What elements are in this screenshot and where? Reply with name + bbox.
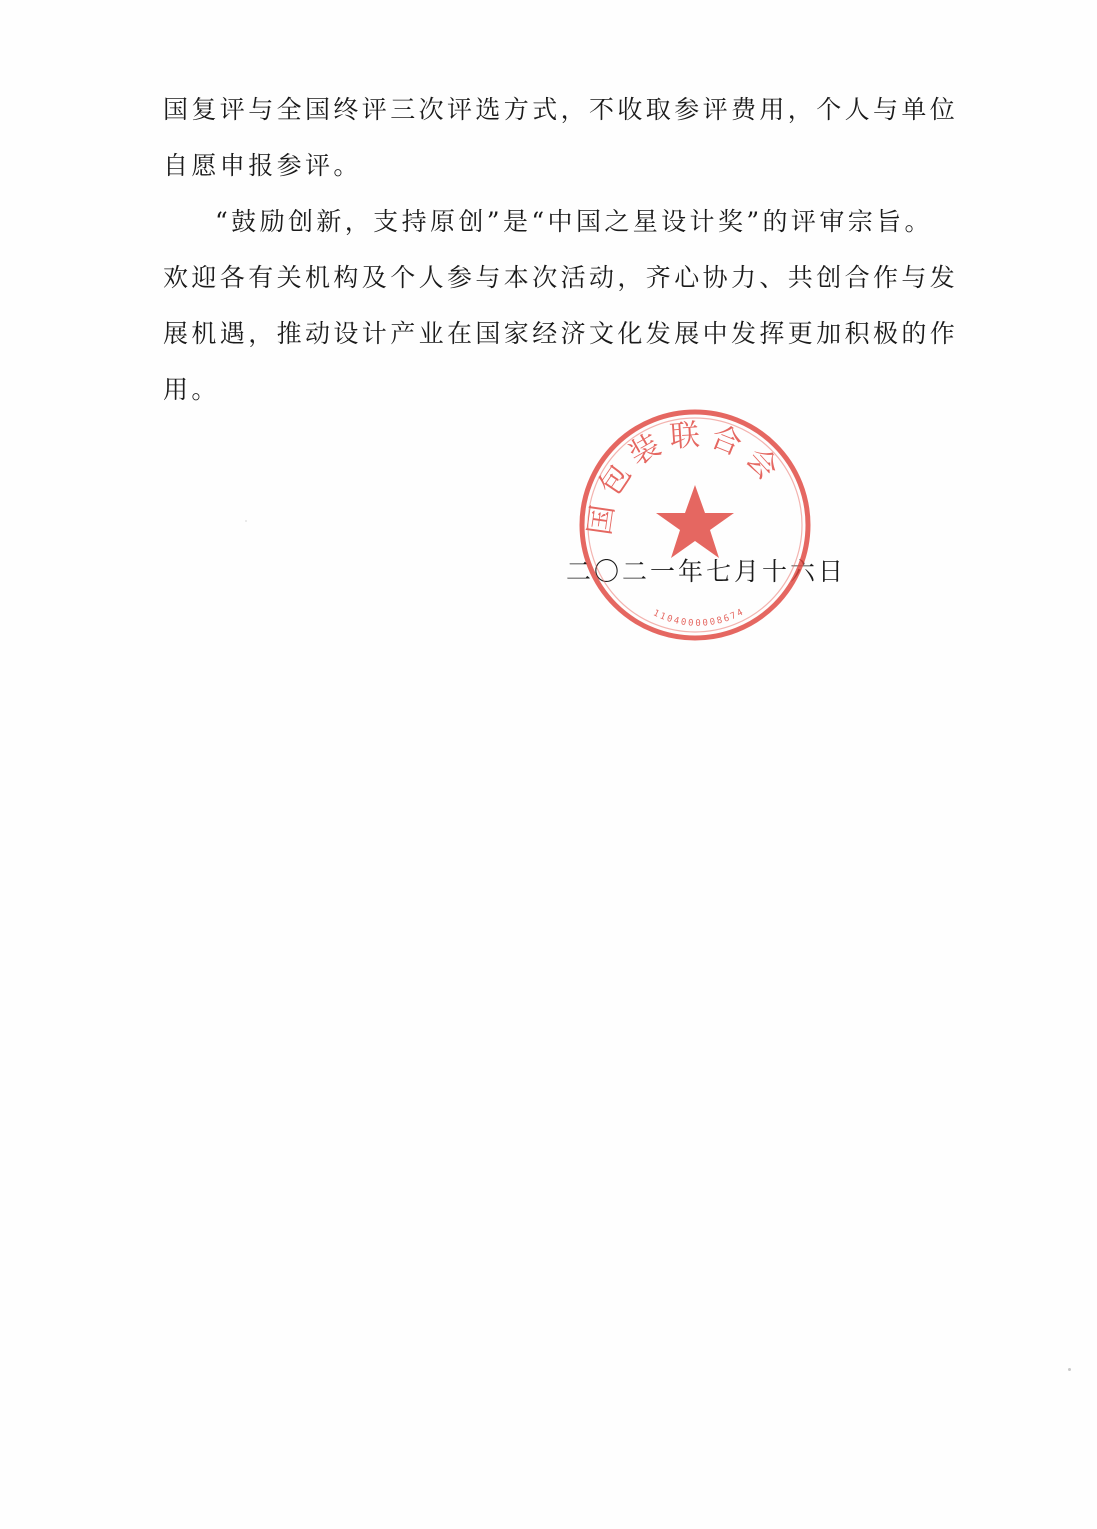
scan-speck <box>245 520 247 522</box>
text-line: “鼓励创新，支持原创”是“中国之星设计奖”的评审宗旨。 <box>215 207 933 236</box>
document-date: 二〇二一年七月十六日 <box>566 557 847 586</box>
paragraph-evaluation <box>163 82 959 194</box>
star-icon <box>656 485 734 558</box>
text-line: 展机遇，推动设计产业在国家经济文化发展中发挥更加积极的作 <box>163 319 959 348</box>
paragraph-purpose <box>163 194 959 418</box>
text-line: 用。 <box>163 375 220 404</box>
seal-arc-text: 国包装联合会 <box>582 417 791 538</box>
text-line: 国复评与全国终评三次评选方式，不收取参评费用，个人与单位 <box>163 95 959 124</box>
official-seal-stamp <box>575 405 815 645</box>
scan-speck <box>1068 1368 1071 1371</box>
text-line: 自愿申报参评。 <box>163 151 362 180</box>
document-body <box>163 82 959 418</box>
seal-serial-number: 1104000008674 <box>651 606 747 629</box>
text-line: 欢迎各有关机构及个人参与本次活动，齐心协力、共创合作与发 <box>163 263 959 292</box>
